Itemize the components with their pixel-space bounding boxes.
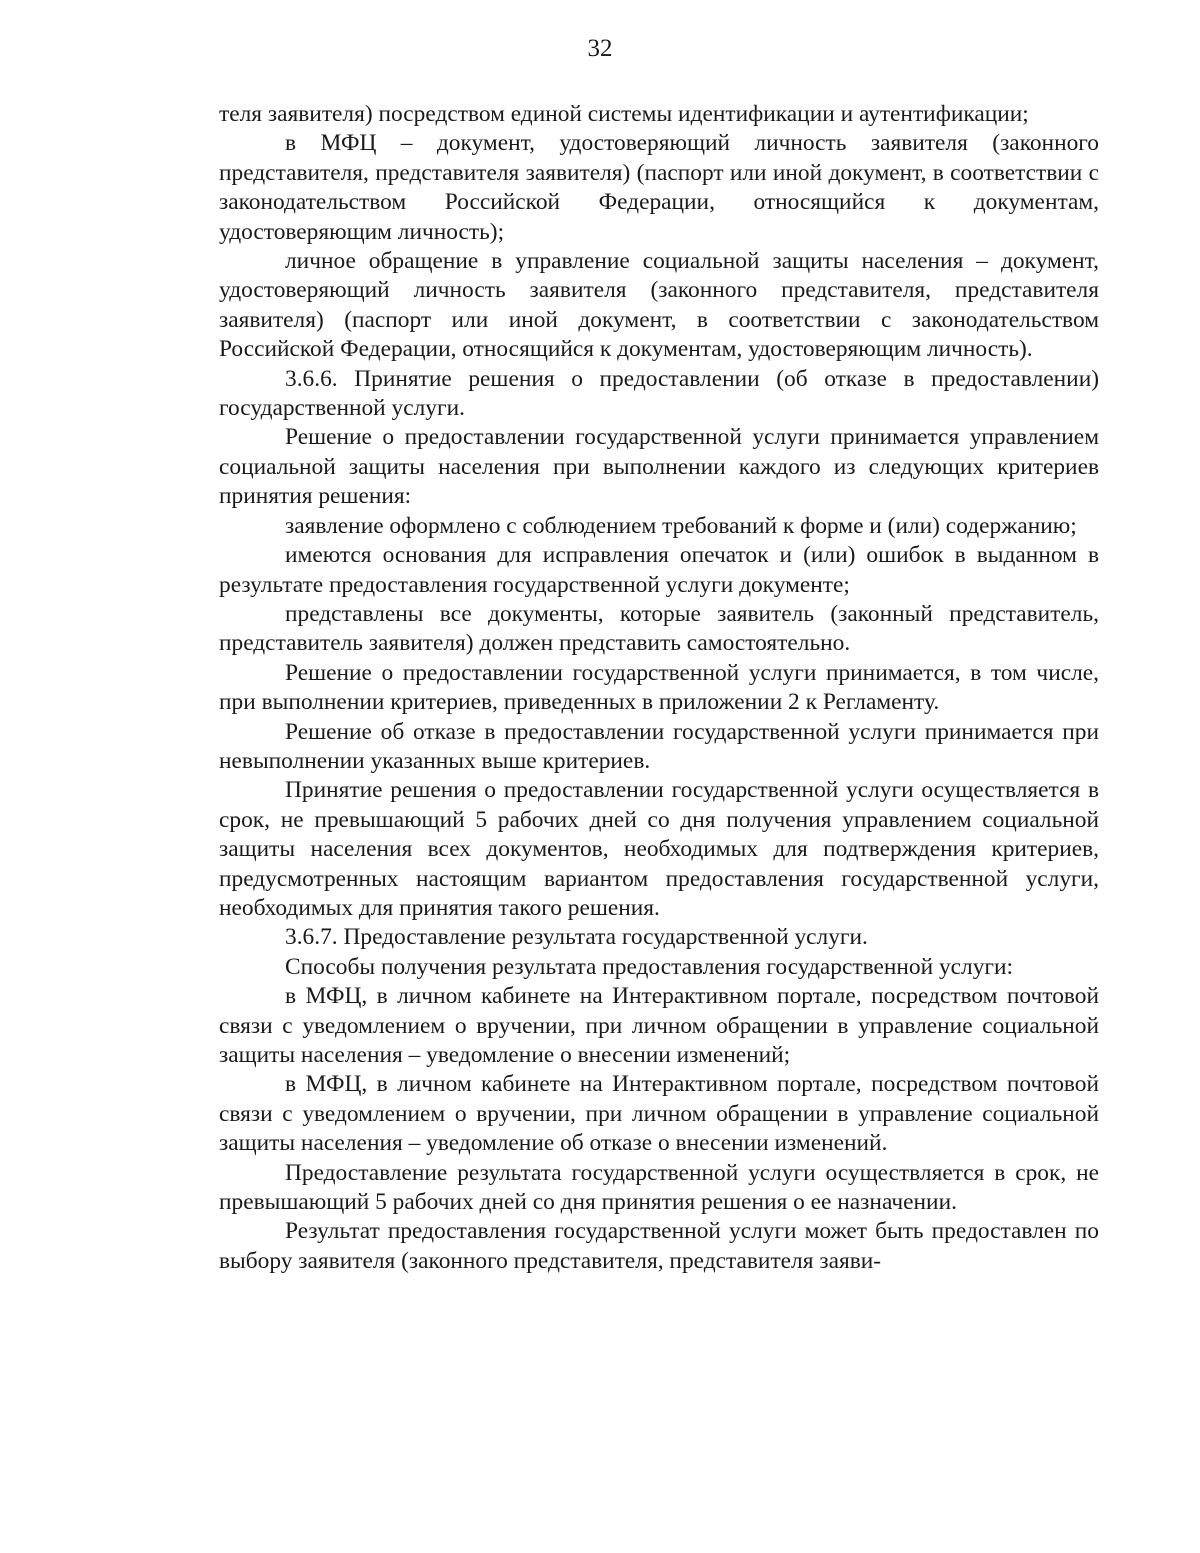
result-method-refusal-notice: в МФЦ, в личном кабинете на Интерактивном портале, посредством почтовой связи с уведомлением о вручении, при личном обращении в управление социальной защиты населения – уведомление об отказе о внесении изменений.: [219, 1071, 1099, 1157]
section-heading-3-6-6: 3.6.6. Принятие решения о предоставлении (об отказе в предоставлении) государственной услуги.: [219, 365, 1099, 422]
paragraph-continuation: теля заявителя) посредством единой системы идентификации и аутентификации;: [219, 101, 1029, 127]
result-method-change-notice: в МФЦ, в личном кабинете на Интерактивном портале, посредством почтовой связи с уведомлением о вручении, при личном обращении в управление социальной защиты населения – уведомление о внесении изменений;: [219, 983, 1099, 1068]
page-number: 32: [587, 35, 613, 62]
paragraph-decision-deadline: Принятие решения о предоставлении государственной услуги осуществляется в срок, не превышающий 5 рабочих дней со дня получения управлением социальной защиты населения всех документов, необходимых для подтверждения критериев, предусмотренных настоящим вариантом предоставления государственной услуги, необходимых для принятия такого решения.: [219, 777, 1099, 921]
paragraph-personal-visit-identity-document: личное обращение в управление социальной защиты населения – документ, удостоверяющий личность заявителя (законного представителя, представителя заявителя) (паспорт или иной документ, в соответствии с законодательством Российской Федерации, относящийся к документам, удостоверяющим личность).: [219, 248, 1099, 363]
paragraph-appendix-2-criteria: Решение о предоставлении государственной услуги принимается, в том числе, при выполнении критериев, приведенных в приложении 2 к Регламенту.: [219, 659, 1099, 716]
criterion-correction-grounds: имеются основания для исправления опечаток и (или) ошибок в выданном в результате предоставления государственной услуги документе;: [219, 542, 1099, 598]
paragraph-result-deadline: Предоставление результата государственной услуги осуществляется в срок, не превышающий 5 рабочих дней со дня принятия решения о ее назначении.: [219, 1159, 1099, 1216]
body-text: [219, 100, 1099, 1276]
paragraph-mfc-identity-document: в МФЦ – документ, удостоверяющий личность заявителя (законного представителя, представителя заявителя) (паспорт или иной документ, в соответствии с законодательством Российской Федерации, относящийся к документам, удостоверяющим личность);: [219, 130, 1099, 245]
paragraph-result-methods-intro: Способы получения результата предоставления государственной услуги:: [285, 953, 1014, 980]
section-heading-3-6-7: 3.6.7. Предоставление результата государственной услуги.: [285, 924, 868, 951]
paragraph-result-by-choice: Результат предоставления государственной услуги может быть предоставлен по выбору заявителя (законного представителя, представителя заяви-: [219, 1218, 1099, 1274]
paragraph-decision-criteria-intro: Решение о предоставлении государственной услуги принимается управлением социальной защиты населения при выполнении каждого из следующих критериев принятия решения:: [219, 424, 1099, 510]
criterion-documents-submitted: представлены все документы, которые заявитель (законный представитель, представитель заявителя) должен представить самостоятельно.: [219, 600, 1099, 657]
criterion-application-form: заявление оформлено с соблюдением требований к форме и (или) содержанию;: [285, 512, 1077, 539]
paragraph-refusal-decision: Решение об отказе в предоставлении государственной услуги принимается при невыполнении указанных выше критериев.: [219, 718, 1099, 774]
